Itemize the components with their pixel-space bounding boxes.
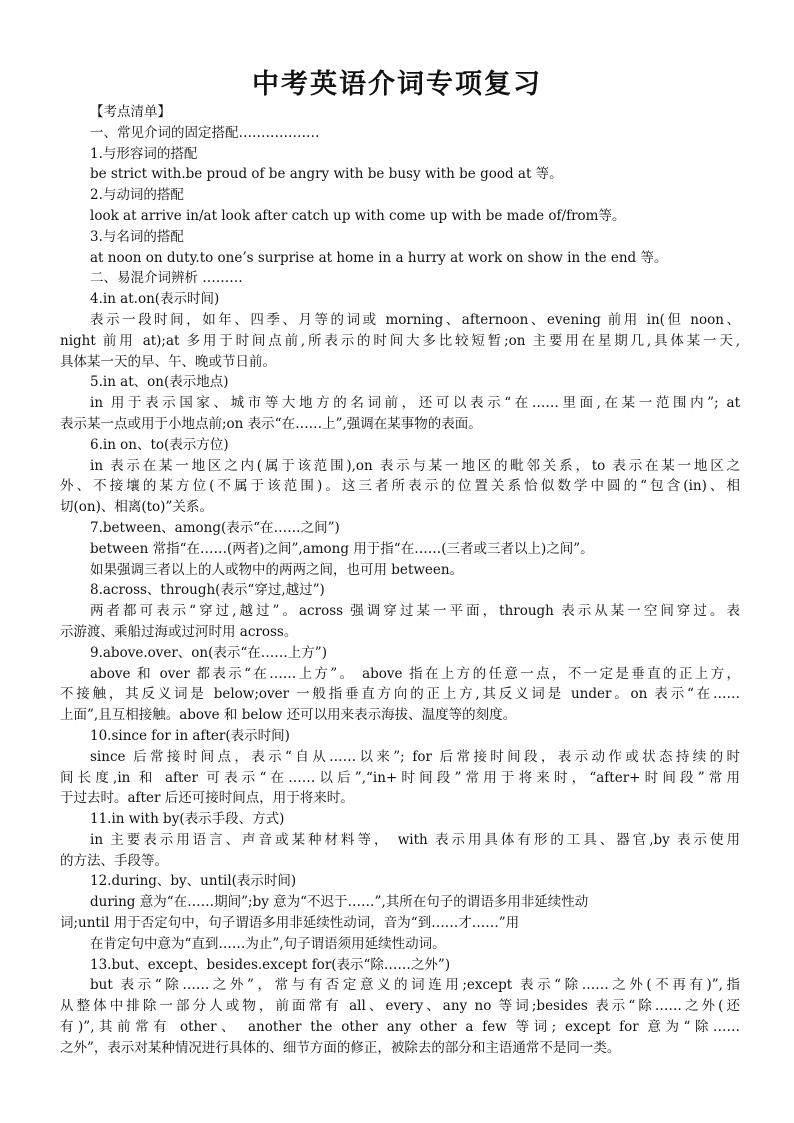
subheading: 2.与动词的搭配 — [90, 187, 184, 204]
subheading: 5.in at、on(表示地点) — [90, 374, 229, 391]
section-heading: 二、易混介词辨析 ……… — [90, 270, 243, 287]
paragraph-line: 不接触，其反义词是 below;over 一般指垂直方向的正上方,其反义词是 under。on 表示“在…… — [60, 686, 740, 703]
subheading: 8.across、through(表示“穿过,越过”) — [90, 582, 325, 599]
subheading: 11.in with by(表示手段、方式) — [90, 811, 285, 828]
section-heading: 一、常见介词的固定搭配……………… — [90, 124, 320, 141]
paragraph-line: 词;until 用于否定句中，句子谓语多用非延续性动词，音为“到……才……”用 — [60, 915, 520, 932]
paragraph-line: during 意为“在……期间”;by 意为“不迟于……”,其所在句子的谓语多用非延续性动 — [90, 894, 589, 911]
paragraph-line: night 前用 at);at 多用于时间点前,所表示的时间大多比较短暂;on 主要用在星期几,具体某一天, — [60, 332, 740, 349]
paragraph-line: 从整体中排除一部分人或物，前面常有 all、every、any no 等词;besides 表示“除……之外(还 — [60, 998, 740, 1015]
paragraph-line: 于过去时。after 后还可接时间点，用于将来时。 — [60, 790, 354, 807]
paragraph-line: 具体某一天的早、午、晚或节日前。 — [60, 353, 276, 370]
section-label: 【考点清单】 — [90, 104, 171, 120]
text-line: look at arrive in/at look after catch up with come up with be made of/from等。 — [90, 207, 626, 224]
page-title: 中考英语介词专项复习 — [252, 69, 542, 100]
subheading: 10.since for in after(表示时间) — [90, 727, 290, 744]
paragraph-line: 示游渡、乘船过海或过河时用 across。 — [60, 623, 298, 640]
text-line: be strict with.be proud of be angry with be busy with be good at 等。 — [90, 166, 563, 183]
paragraph-line: 外、不接壤的某方位(不属于该范围)。这三者所表示的位置关系恰似数学中圆的“包含(in)、相 — [60, 478, 740, 495]
subheading: 13.but、except、besides.except for(表示“除……之外”) — [90, 956, 451, 973]
paragraph-line: in 用于表示国家、城市等大地方的名词前，还可以表示“在……里面,在某一范围内”; at — [90, 395, 740, 412]
paragraph-line: 在肯定句中意为“直到……为止”,句子谓语须用延续性动词。 — [90, 935, 446, 952]
subheading: 1.与形容词的搭配 — [90, 145, 198, 162]
subheading: 6.in on、to(表示方位) — [90, 436, 229, 453]
subheading: 4.in at.on(表示时间) — [90, 291, 220, 308]
text-line: at noon on duty.to one’s surprise at home in a hurry at work on show in the end 等。 — [90, 249, 668, 266]
paragraph-line: 上面”,且互相接触。above 和 below 还可以用来表示海拔、温度等的刻度。 — [60, 707, 517, 724]
paragraph-line: in 表示在某一地区之内(属于该范围),on 表示与某一地区的毗邻关系，to 表示在某一地区之 — [90, 457, 740, 474]
subheading: 12.during、by、until(表示时间) — [90, 873, 297, 890]
paragraph-line: 表示某一点或用于小地点前;on 表示“在……上”,强调在某事物的表面。 — [60, 415, 482, 432]
paragraph-line: 两者都可表示“穿过,越过”。across 强调穿过某一平面，through 表示从某一空间穿过。表 — [90, 603, 740, 620]
paragraph-line: 切(on)、相离(to)”关系。 — [60, 499, 213, 516]
subheading: 3.与名词的搭配 — [90, 228, 184, 245]
subheading: 9.above.over、on(表示“在……上方”) — [90, 644, 327, 661]
paragraph-line: 的方法、手段等。 — [60, 852, 168, 869]
paragraph-line: between 常指“在……(两者)之间”,among 用于指“在……(三者或三者以上)之间”。 — [90, 540, 594, 557]
paragraph-line: 表示一段时间，如年、四季、月等的词或 morning、afternoon、evening 前用 in(但 noon、 — [90, 311, 740, 328]
paragraph-line: but 表示“除……之外”，常与有否定意义的词连用;except 表示“除……之外(不再有)”,指 — [90, 977, 740, 994]
document-body — [60, 102, 740, 1059]
subheading: 7.between、among(表示“在……之间”) — [90, 519, 340, 536]
paragraph-line: above 和 over 都表示“在……上方”。 above 指在上方的任意一点，不一定是垂直的正上方， — [90, 665, 740, 682]
paragraph-line: 之外”，表示对某种情况进行具体的、细节方面的修正，被除去的部分和主语通常不是同一类。 — [60, 1039, 621, 1056]
paragraph-line: 如果强调三者以上的人或物中的两两之间，也可用 between。 — [90, 561, 464, 578]
paragraph-line: 有)”,其前常有 other、 another the other any other a few 等词; except for 意为“除…… — [60, 1019, 740, 1036]
paragraph-line: in 主要表示用语言、声音或某种材料等， with 表示用具体有形的工具、器官,by 表示使用 — [90, 831, 740, 848]
paragraph-line: since 后常接时间点，表示“自从……以来”; for 后常接时间段，表示动作或状态持续的时 — [90, 748, 740, 765]
paragraph-line: 间长度,in 和 after 可表示“在……以后”,“in+时间段”常用于将来时，“after+时间段”常用 — [60, 769, 740, 786]
